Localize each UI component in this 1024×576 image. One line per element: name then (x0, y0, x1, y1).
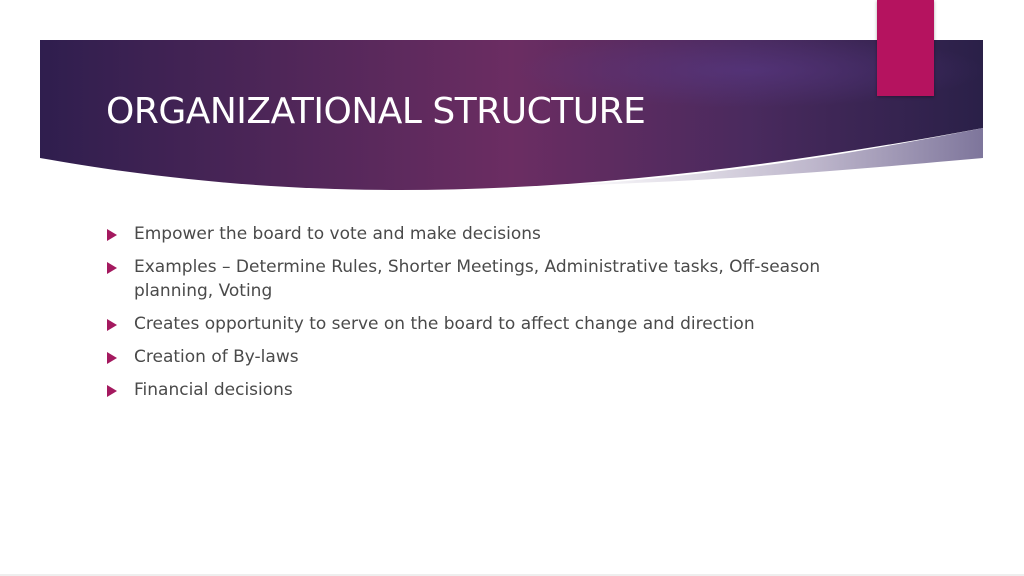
bullet-item (106, 222, 846, 246)
bullet-item (106, 345, 846, 369)
bullet-text: Creation of By-laws (134, 347, 299, 367)
slide-title: ORGANIZATIONAL STRUCTURE (106, 91, 646, 132)
bullet-text: Examples – Determine Rules, Shorter Meetings, Administrative tasks, Off-season planning, Voting (134, 257, 821, 301)
triangle-right-icon (107, 319, 117, 331)
bullet-list (106, 222, 846, 411)
triangle-right-icon (107, 262, 117, 274)
bullet-item (106, 312, 846, 336)
bullet-text: Financial decisions (134, 380, 293, 400)
triangle-right-icon (107, 385, 117, 397)
bullet-text: Creates opportunity to serve on the board to affect change and direction (134, 314, 755, 334)
bullet-text: Empower the board to vote and make decisions (134, 224, 541, 244)
bullet-item (106, 255, 846, 303)
triangle-right-icon (107, 229, 117, 241)
accent-tab (877, 0, 934, 96)
bullet-item (106, 378, 846, 402)
triangle-right-icon (107, 352, 117, 364)
